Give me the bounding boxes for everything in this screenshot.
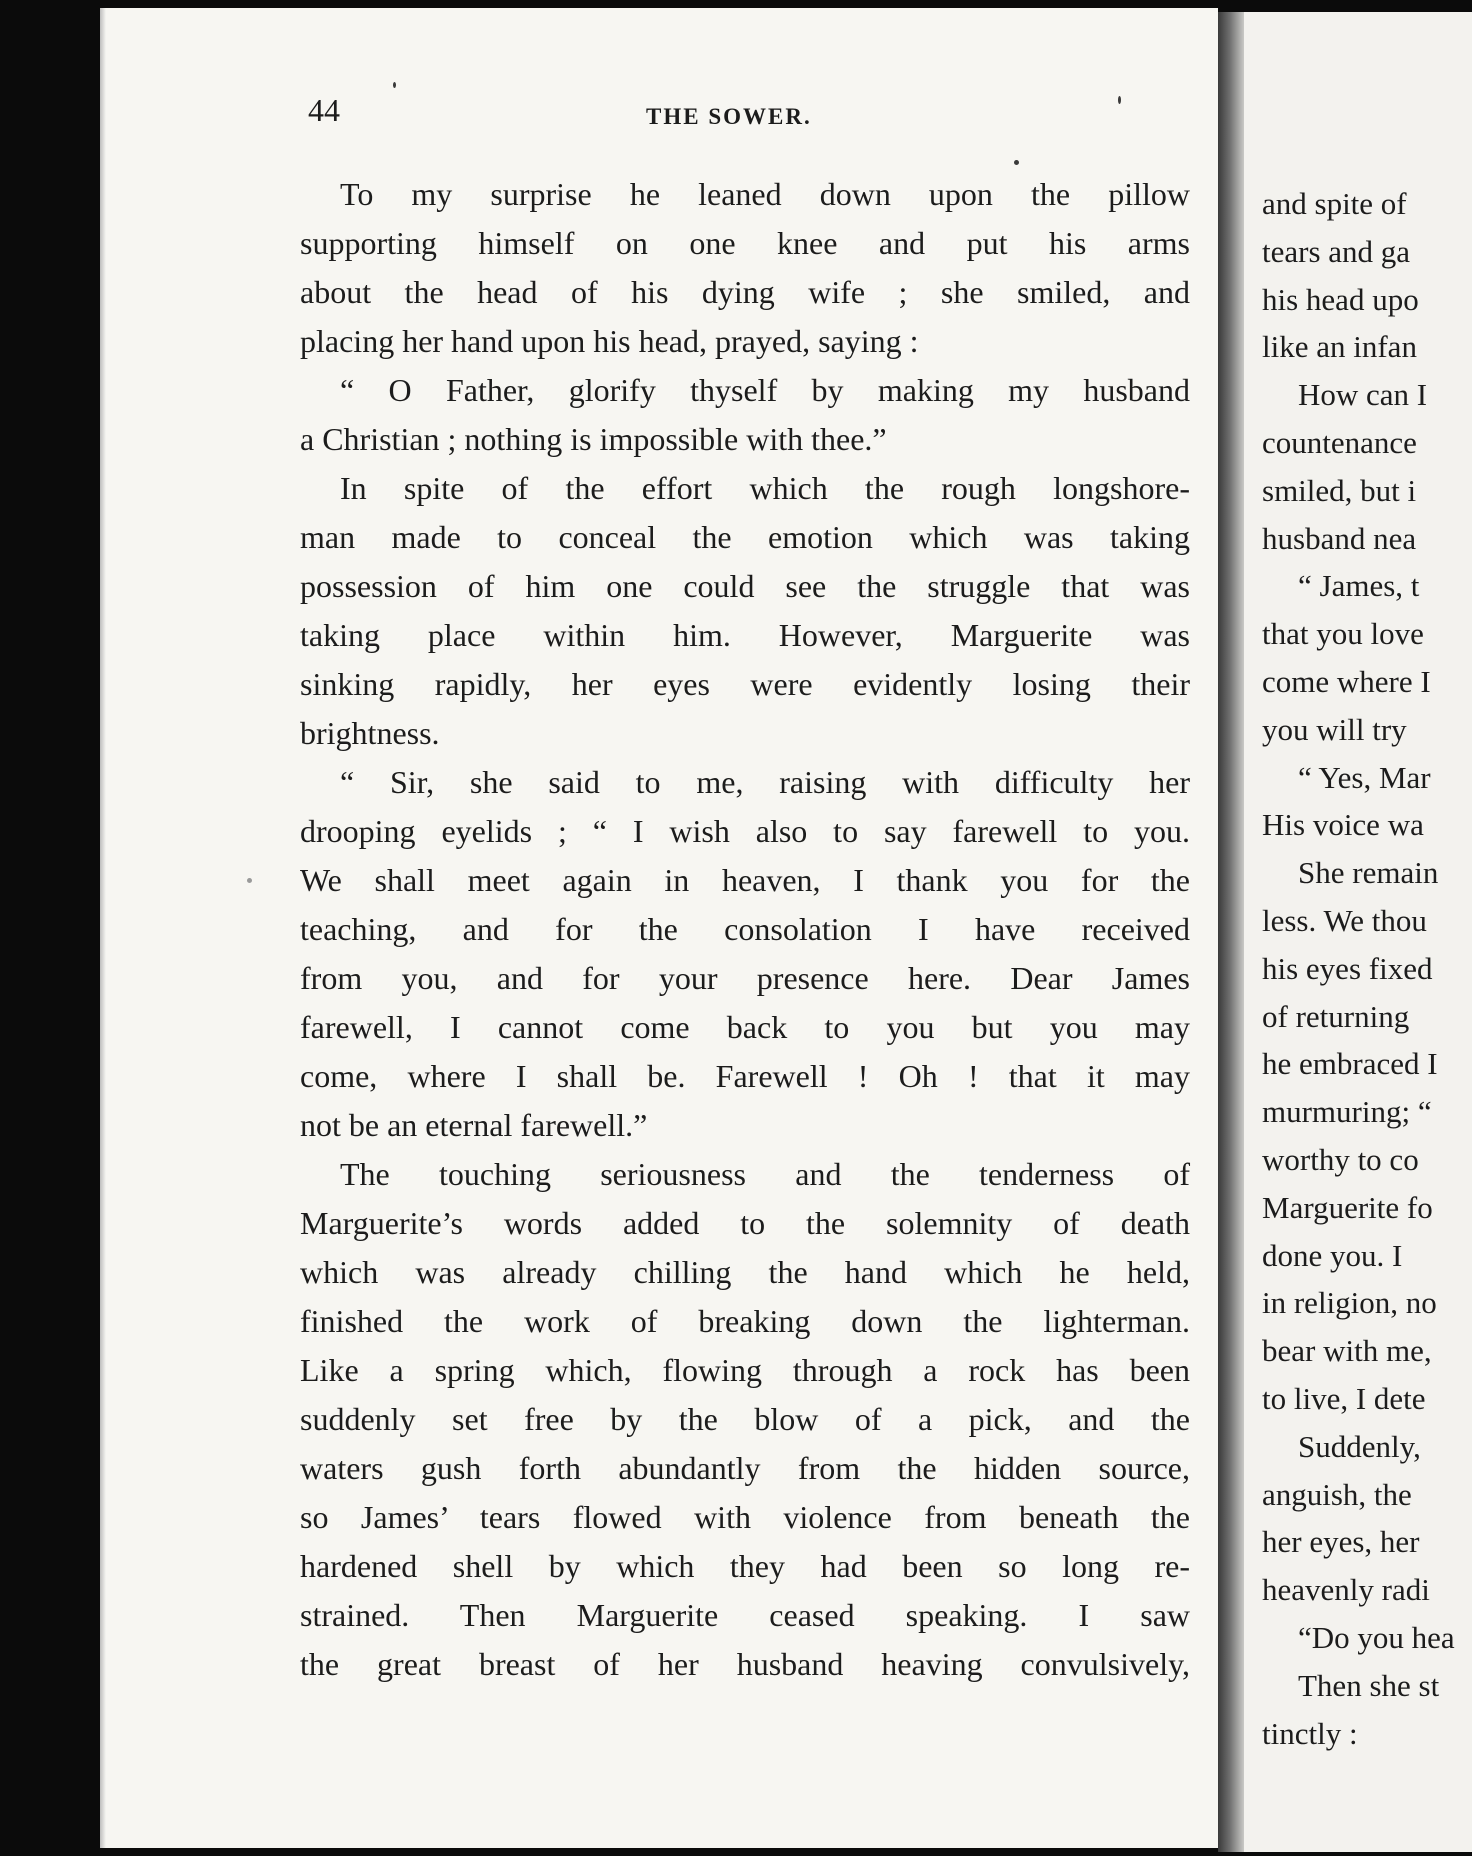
text-line: Marguerite fo — [1262, 1189, 1433, 1225]
text-line: His voice wa — [1262, 807, 1424, 843]
text-line: of returning — [1262, 998, 1410, 1034]
text-line: hardened shell by which they had been so long re- — [300, 1548, 1190, 1584]
text-line: supporting himself on one knee and put his arms — [300, 225, 1190, 261]
text-line: Then she st — [1298, 1667, 1440, 1703]
text-line: from you, and for your presence here. Dear James — [300, 960, 1190, 996]
text-line: “ Yes, Mar — [1298, 759, 1431, 795]
text-line: that you love — [1262, 616, 1424, 652]
text-line: possession of him one could see the struggle that was — [300, 568, 1190, 604]
text-line: To my surprise he leaned down upon the pillow — [340, 176, 1190, 212]
text-line: tinctly : — [1262, 1715, 1358, 1751]
text-line: come, where I shall be. Farewell ! Oh ! that it may — [300, 1058, 1190, 1094]
text-line: his eyes fixed — [1262, 950, 1433, 986]
text-line: finished the work of breaking down the lighterman. — [300, 1303, 1190, 1339]
print-speck — [393, 82, 396, 88]
text-line: countenance — [1262, 424, 1417, 460]
text-line: Suddenly, — [1298, 1428, 1421, 1464]
text-line: and spite of — [1262, 186, 1407, 221]
text-line: you will try — [1262, 711, 1407, 747]
text-line: her eyes, her — [1262, 1524, 1420, 1560]
text-line: In spite of the effort which the rough longshore- — [340, 470, 1190, 506]
text-line: to live, I dete — [1262, 1380, 1426, 1416]
text-line: tears and ga — [1262, 233, 1411, 269]
text-line: How can I — [1298, 377, 1428, 413]
right-body-text — [1262, 180, 1472, 1757]
text-line: he embraced I — [1262, 1046, 1438, 1082]
text-line: come where I — [1262, 663, 1431, 699]
text-line: The touching seriousness and the tenderness of — [340, 1156, 1190, 1192]
text-line: less. We thou — [1262, 902, 1427, 938]
text-line: heavenly radi — [1262, 1572, 1430, 1608]
text-line: Like a spring which, flowing through a rock has been — [300, 1352, 1190, 1388]
page-number: 44 — [308, 92, 340, 128]
text-line: Marguerite’s words added to the solemnity of death — [300, 1205, 1190, 1241]
text-line: “ O Father, glorify thyself by making my husband — [340, 372, 1190, 408]
text-line: placing her hand upon his head, prayed, saying : — [300, 323, 919, 359]
text-line: farewell, I cannot come back to you but you may — [300, 1009, 1190, 1045]
text-line: his head upo — [1262, 281, 1419, 317]
text-line: anguish, the — [1262, 1476, 1412, 1512]
text-line: the great breast of her husband heaving convulsively, — [300, 1646, 1190, 1682]
text-line: strained. Then Marguerite ceased speaking. I saw — [300, 1597, 1190, 1633]
text-line: taking place within him. However, Marguerite was — [300, 617, 1190, 653]
text-line: man made to conceal the emotion which was taking — [300, 519, 1190, 555]
book-gutter — [1218, 12, 1244, 1852]
page-edge-shadow — [100, 8, 106, 1848]
text-line: in religion, no — [1262, 1285, 1437, 1321]
print-speck — [1014, 160, 1019, 165]
text-line: She remain — [1298, 855, 1439, 891]
print-speck — [247, 878, 252, 883]
text-line: murmuring; “ — [1262, 1094, 1432, 1130]
text-line: a Christian ; nothing is impossible with thee.” — [300, 421, 887, 457]
text-line: about the head of his dying wife ; she smiled, and — [300, 274, 1190, 310]
text-line: suddenly set free by the blow of a pick, and the — [300, 1401, 1190, 1437]
text-line: “Do you hea — [1298, 1619, 1455, 1655]
text-line: like an infan — [1262, 329, 1417, 365]
text-line: done you. I — [1262, 1237, 1403, 1273]
text-line: husband nea — [1262, 520, 1417, 556]
running-head: THE SOWER. — [646, 104, 812, 129]
text-line: smiled, but i — [1262, 472, 1417, 508]
text-line: worthy to co — [1262, 1141, 1419, 1177]
text-line: not be an eternal farewell.” — [300, 1107, 648, 1143]
text-line: so James’ tears flowed with violence from beneath the — [300, 1499, 1190, 1535]
text-line: sinking rapidly, her eyes were evidently losing their — [300, 666, 1190, 702]
left-body-text — [300, 170, 1190, 1689]
text-line: waters gush forth abundantly from the hidden source, — [300, 1450, 1190, 1486]
text-line: “ Sir, she said to me, raising with difficulty her — [340, 764, 1190, 800]
text-line: teaching, and for the consolation I have received — [300, 911, 1190, 947]
text-line: We shall meet again in heaven, I thank you for the — [300, 862, 1190, 898]
text-line: which was already chilling the hand which he held, — [300, 1254, 1190, 1290]
text-line: “ James, t — [1298, 568, 1420, 604]
print-speck — [1118, 96, 1121, 104]
text-line: bear with me, — [1262, 1333, 1432, 1369]
text-line: drooping eyelids ; “ I wish also to say farewell to you. — [300, 813, 1190, 849]
text-line: brightness. — [300, 715, 440, 751]
